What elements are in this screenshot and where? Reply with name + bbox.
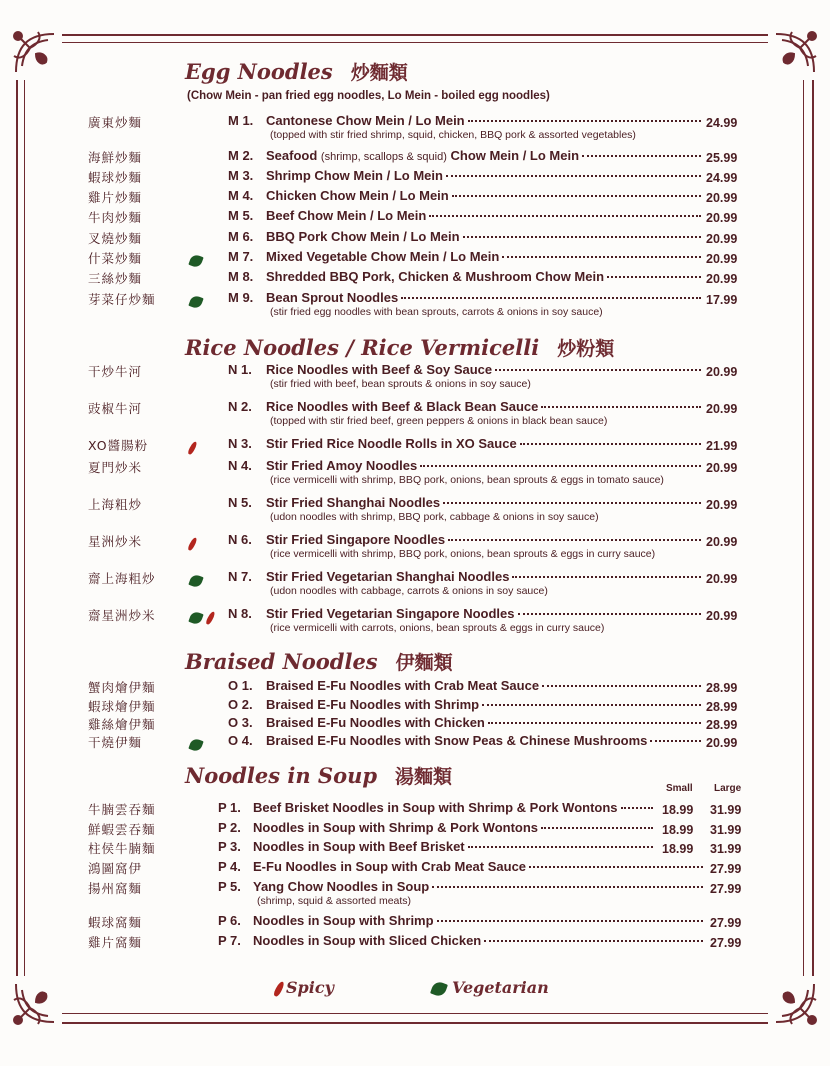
item-description: (rice vermicelli with carrots, onions, bean sprouts & eggs in curry sauce) — [270, 622, 605, 634]
dot-leader — [401, 297, 701, 299]
item-price: 20.99 — [706, 535, 738, 549]
item-name-line — [266, 458, 704, 473]
item-name-part: Seafood — [266, 148, 318, 163]
menu-item — [0, 208, 830, 228]
item-chinese-name: 雞片窩麵 — [88, 935, 143, 950]
menu-item — [0, 436, 830, 456]
item-code: M 2. — [228, 148, 254, 163]
item-price: 17.99 — [706, 293, 738, 307]
item-chinese-name: 柱侯牛腩麵 — [88, 841, 156, 856]
item-diet-icons — [190, 734, 208, 750]
item-description: (topped with stir fried beef, green peppers & onions in black bean sauce) — [270, 415, 608, 427]
dot-leader — [621, 807, 653, 809]
item-name: Yang Chow Noodles in Soup — [253, 879, 430, 894]
item-name-line — [266, 697, 704, 712]
item-name: Noodles in Soup with Beef Brisket — [253, 839, 465, 854]
item-name-line — [266, 495, 704, 510]
item-chinese-name: 鮮蝦雲吞麵 — [88, 822, 156, 837]
item-code: P 5. — [218, 879, 241, 894]
item-name — [266, 148, 579, 163]
section-title-zh: 炒粉類 — [557, 338, 615, 360]
dot-leader — [542, 685, 701, 687]
item-chinese-name: 干炒牛河 — [88, 364, 143, 379]
item-name-line — [266, 733, 704, 748]
item-price: 28.99 — [706, 700, 738, 714]
dot-leader — [437, 920, 703, 922]
section-title-zh: 炒麵類 — [350, 62, 408, 84]
item-description: (rice vermicelli with shrimp, BBQ pork, onions, bean sprouts & eggs in tomato sauce) — [270, 474, 664, 486]
item-chinese-name: 揚州窩麵 — [88, 881, 143, 896]
item-code: M 8. — [228, 269, 254, 284]
item-price: 20.99 — [706, 402, 738, 416]
section-title-zh: 湯麵類 — [395, 766, 453, 788]
item-price-large: 31.99 — [710, 803, 742, 817]
item-code: M 7. — [228, 249, 254, 264]
item-name: Stir Fried Rice Noodle Rolls in XO Sauce — [266, 436, 517, 451]
item-price: 20.99 — [706, 572, 738, 586]
item-code: M 5. — [228, 208, 254, 223]
item-code: M 1. — [228, 113, 254, 128]
dot-leader — [541, 827, 653, 829]
item-code: O 4. — [228, 733, 253, 748]
fleur-corner-ornament-icon — [8, 26, 62, 80]
section-title-text: Noodles in Soup — [185, 763, 378, 788]
item-price: 20.99 — [706, 252, 738, 266]
item-name-line — [253, 800, 656, 815]
item-diet-icons — [190, 607, 217, 623]
item-chinese-name: 蝦球窩麵 — [88, 915, 143, 930]
dot-leader — [512, 576, 701, 578]
item-chinese-name: 海鮮炒麵 — [88, 150, 143, 165]
item-code: N 5. — [228, 495, 252, 510]
item-code: M 4. — [228, 188, 254, 203]
item-name-line — [253, 933, 706, 948]
item-name: Braised E-Fu Noodles with Chicken — [266, 715, 485, 730]
item-chinese-name: 雞絲燴伊麵 — [88, 717, 156, 732]
menu-item — [0, 879, 830, 907]
menu-item — [0, 495, 830, 523]
menu-item — [0, 913, 830, 933]
menu-item — [0, 113, 830, 141]
item-chinese-name: 蝦球炒麵 — [88, 170, 143, 185]
dot-leader — [432, 886, 703, 888]
item-chinese-name: 星洲炒米 — [88, 534, 143, 549]
dot-leader — [520, 443, 701, 445]
legend-spicy — [276, 978, 334, 997]
item-code: P 7. — [218, 933, 241, 948]
item-chinese-name: 上海粗炒 — [88, 497, 143, 512]
item-name: Rice Noodles with Beef & Soy Sauce — [266, 362, 493, 377]
item-price-large: 31.99 — [710, 842, 742, 856]
chili-pepper-icon — [187, 440, 198, 455]
menu-item — [0, 458, 830, 486]
item-name-line — [266, 532, 704, 547]
item-price: 20.99 — [706, 736, 738, 750]
item-name-line — [266, 715, 704, 730]
item-name-line — [266, 188, 704, 203]
item-name-line — [266, 208, 704, 223]
item-name-line — [266, 436, 704, 451]
item-price: 20.99 — [706, 211, 738, 225]
leaf-icon — [188, 294, 203, 309]
dot-leader — [446, 175, 701, 177]
dot-leader — [607, 276, 701, 278]
item-price: 28.99 — [706, 681, 738, 695]
menu-item — [0, 290, 830, 318]
section-title-text: Rice Noodles / Rice Vermicelli — [185, 335, 540, 360]
fleur-corner-ornament-icon — [768, 976, 822, 1030]
section-title-text: Egg Noodles — [185, 59, 333, 84]
dot-leader — [463, 236, 701, 238]
item-description: (topped with stir fried shrimp, squid, chicken, BBQ pork & assorted vegetables) — [270, 129, 636, 141]
menu-item — [0, 933, 830, 953]
legend-vegetarian-label: Vegetarian — [452, 978, 549, 997]
dot-leader — [541, 406, 701, 408]
item-description: (rice vermicelli with shrimp, BBQ pork, onions, bean sprouts & eggs in curry sauce) — [270, 548, 656, 560]
item-diet-icons — [190, 291, 208, 307]
item-code: M 6. — [228, 229, 254, 244]
item-chinese-name: 干燒伊麵 — [88, 735, 143, 750]
dot-leader — [468, 120, 701, 122]
item-price-large: 27.99 — [710, 882, 742, 896]
item-name-line — [266, 362, 704, 377]
section-title-braised-noodles — [185, 648, 453, 675]
dot-leader — [488, 722, 701, 724]
item-price-small: 18.99 — [662, 803, 694, 817]
menu-item — [0, 859, 830, 879]
item-description: (udon noodles with shrimp, BBQ pork, cabbage & onions in soy sauce) — [270, 511, 599, 523]
item-chinese-name: 蟹肉燴伊麵 — [88, 680, 156, 695]
item-price-large: 27.99 — [710, 862, 742, 876]
item-name-line — [253, 879, 706, 894]
section-title-rice-noodles — [185, 334, 614, 361]
item-code: N 7. — [228, 569, 252, 584]
size-header-large: Large — [714, 783, 742, 794]
item-code: N 6. — [228, 532, 252, 547]
item-price-large: 27.99 — [710, 916, 742, 930]
item-code: P 6. — [218, 913, 241, 928]
item-name: Braised E-Fu Noodles with Crab Meat Sauce — [266, 678, 540, 693]
item-name: Stir Fried Amoy Noodles — [266, 458, 418, 473]
item-name: Noodles in Soup with Shrimp — [253, 913, 434, 928]
chili-pepper-icon — [205, 610, 216, 625]
item-name: Mixed Vegetable Chow Mein / Lo Mein — [266, 249, 500, 264]
item-name: Noodles in Soup with Shrimp & Pork Wontons — [253, 820, 539, 835]
item-name-line — [266, 113, 704, 128]
item-code: N 3. — [228, 436, 252, 451]
item-name-line — [253, 820, 656, 835]
item-diet-icons — [190, 570, 208, 586]
item-price: 20.99 — [706, 365, 738, 379]
item-name-line — [266, 229, 704, 244]
item-chinese-name: 三絲炒麵 — [88, 271, 143, 286]
item-name-line — [253, 859, 706, 874]
dot-leader — [529, 866, 703, 868]
item-chinese-name: 芽菜仔炒麵 — [88, 292, 156, 307]
item-name: BBQ Pork Chow Mein / Lo Mein — [266, 229, 460, 244]
item-chinese-name: 廣東炒麵 — [88, 115, 143, 130]
menu-item — [0, 148, 830, 168]
dot-leader — [582, 155, 701, 157]
item-name: Shredded BBQ Pork, Chicken & Mushroom Chow Mein — [266, 269, 605, 284]
item-code: N 2. — [228, 399, 252, 414]
menu-item — [0, 188, 830, 208]
menu-item — [0, 800, 830, 820]
item-code: P 2. — [218, 820, 241, 835]
item-chinese-name: 豉椒牛河 — [88, 401, 143, 416]
item-chinese-name: 雞片炒麵 — [88, 190, 143, 205]
dot-leader — [448, 539, 701, 541]
size-header-small: Small — [666, 783, 693, 794]
section-title-text: Braised Noodles — [185, 649, 378, 674]
item-chinese-name: 牛腩雲吞麵 — [88, 802, 156, 817]
item-price: 21.99 — [706, 439, 738, 453]
menu-item — [0, 820, 830, 840]
section-subtitle: (Chow Mein - pan fried egg noodles, Lo Mein - boiled egg noodles) — [187, 90, 550, 102]
item-price: 20.99 — [706, 498, 738, 512]
item-name: Braised E-Fu Noodles with Snow Peas & Chinese Mushrooms — [266, 733, 648, 748]
item-price: 20.99 — [706, 461, 738, 475]
fleur-corner-ornament-icon — [768, 26, 822, 80]
dot-leader — [429, 215, 701, 217]
item-name: Stir Fried Vegetarian Shanghai Noodles — [266, 569, 510, 584]
chili-pepper-icon — [187, 536, 198, 551]
leaf-icon — [188, 610, 203, 625]
fleur-corner-ornament-icon — [8, 976, 62, 1030]
item-description: (stir fried egg noodles with bean sprouts, carrots & onions in soy sauce) — [270, 306, 603, 318]
item-code: O 3. — [228, 715, 253, 730]
menu-item — [0, 399, 830, 427]
item-name-line — [266, 168, 704, 183]
menu-item — [0, 715, 830, 735]
item-code: M 3. — [228, 168, 254, 183]
item-name-line — [266, 678, 704, 693]
menu-item — [0, 733, 830, 753]
item-code: M 9. — [228, 290, 254, 305]
item-diet-icons — [190, 437, 199, 453]
menu-item — [0, 678, 830, 698]
item-name-line — [253, 839, 656, 854]
item-name-part: Chow Mein / Lo Mein — [450, 148, 580, 163]
item-description: (udon noodles with cabbage, carrots & onions in soy sauce) — [270, 585, 548, 597]
menu-item — [0, 839, 830, 859]
item-price-small: 18.99 — [662, 823, 694, 837]
item-name: Braised E-Fu Noodles with Shrimp — [266, 697, 480, 712]
item-name-note: (shrimp, scallops & squid) — [320, 151, 447, 163]
item-name: Stir Fried Vegetarian Singapore Noodles — [266, 606, 515, 621]
item-name-line — [266, 249, 704, 264]
section-title-zh: 伊麵類 — [395, 652, 453, 674]
item-name: Beef Chow Mein / Lo Mein — [266, 208, 427, 223]
item-price: 20.99 — [706, 191, 738, 205]
item-name: E-Fu Noodles in Soup with Crab Meat Sauce — [253, 859, 527, 874]
item-name: Rice Noodles with Beef & Black Bean Sauce — [266, 399, 539, 414]
item-name: Noodles in Soup with Sliced Chicken — [253, 933, 482, 948]
item-chinese-name: 叉燒炒麵 — [88, 231, 143, 246]
item-name: Bean Sprout Noodles — [266, 290, 399, 305]
leaf-icon — [188, 253, 203, 268]
item-name-line — [253, 913, 706, 928]
item-chinese-name: XO醬腸粉 — [88, 438, 149, 453]
item-name: Stir Fried Singapore Noodles — [266, 532, 446, 547]
item-code: O 2. — [228, 697, 253, 712]
item-name-line — [266, 606, 704, 621]
dot-leader — [482, 704, 701, 706]
item-code: P 1. — [218, 800, 241, 815]
item-name: Stir Fried Shanghai Noodles — [266, 495, 441, 510]
item-description: (stir fried with beef, bean sprouts & onions in soy sauce) — [270, 378, 531, 390]
item-price: 25.99 — [706, 151, 738, 165]
item-name-line — [266, 269, 704, 284]
item-code: N 8. — [228, 606, 252, 621]
item-chinese-name: 夏門炒米 — [88, 460, 143, 475]
legend-spicy-label: Spicy — [286, 978, 334, 997]
item-name: Shrimp Chow Mein / Lo Mein — [266, 168, 443, 183]
dot-leader — [502, 256, 701, 258]
item-chinese-name: 齋星洲炒米 — [88, 608, 156, 623]
menu-item — [0, 569, 830, 597]
item-price: 24.99 — [706, 171, 738, 185]
menu-item — [0, 362, 830, 390]
dot-leader — [518, 613, 701, 615]
dot-leader — [484, 940, 703, 942]
item-chinese-name: 齋上海粗炒 — [88, 571, 156, 586]
item-name-line — [266, 399, 704, 414]
item-description: (shrimp, squid & assorted meats) — [257, 895, 412, 907]
item-chinese-name: 牛肉炒麵 — [88, 210, 143, 225]
menu-item — [0, 697, 830, 717]
item-code: P 3. — [218, 839, 241, 854]
leaf-icon — [188, 737, 203, 752]
item-name-line — [266, 569, 704, 584]
section-title-noodles-in-soup — [185, 762, 452, 789]
menu-item — [0, 606, 830, 634]
dot-leader — [452, 195, 701, 197]
menu-item — [0, 532, 830, 560]
item-name: Cantonese Chow Mein / Lo Mein — [266, 113, 465, 128]
item-price: 28.99 — [706, 718, 738, 732]
item-code: N 1. — [228, 362, 252, 377]
legend-vegetarian — [432, 978, 549, 997]
item-name-line — [266, 290, 704, 305]
item-price-large: 27.99 — [710, 936, 742, 950]
leaf-icon — [430, 980, 448, 998]
leaf-icon — [188, 573, 203, 588]
item-diet-icons — [190, 533, 199, 549]
item-price-small: 18.99 — [662, 842, 694, 856]
item-price-large: 31.99 — [710, 823, 742, 837]
item-chinese-name: 什菜炒麵 — [88, 251, 143, 266]
item-price: 20.99 — [706, 272, 738, 286]
section-title-egg-noodles — [185, 58, 408, 85]
item-price: 24.99 — [706, 116, 738, 130]
menu-item — [0, 249, 830, 269]
item-name-line — [266, 148, 704, 163]
dot-leader — [443, 502, 701, 504]
item-chinese-name: 蝦球燴伊麵 — [88, 699, 156, 714]
item-code: N 4. — [228, 458, 252, 473]
menu-item — [0, 168, 830, 188]
dot-leader — [495, 369, 701, 371]
item-diet-icons — [190, 250, 208, 266]
item-price: 20.99 — [706, 609, 738, 623]
item-name: Chicken Chow Mein / Lo Mein — [266, 188, 449, 203]
menu-item — [0, 269, 830, 289]
item-code: P 4. — [218, 859, 241, 874]
dot-leader — [650, 740, 701, 742]
dot-leader — [468, 846, 653, 848]
item-price: 20.99 — [706, 232, 738, 246]
item-code: O 1. — [228, 678, 253, 693]
item-chinese-name: 鴻圖窩伊 — [88, 861, 143, 876]
item-name: Beef Brisket Noodles in Soup with Shrimp & Pork Wontons — [253, 800, 618, 815]
dot-leader — [420, 465, 701, 467]
menu-item — [0, 229, 830, 249]
